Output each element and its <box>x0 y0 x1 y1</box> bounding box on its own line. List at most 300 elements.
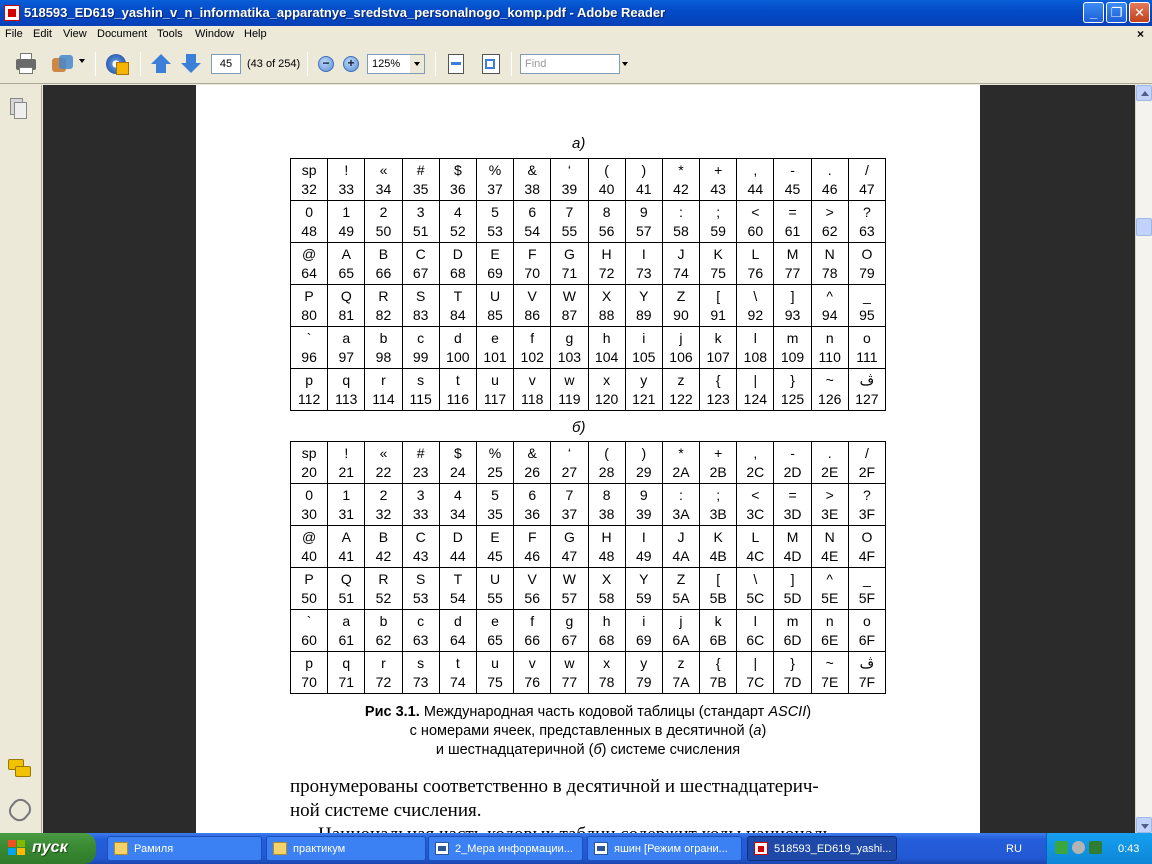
cell-code: 34 <box>450 505 466 522</box>
cell-symbol: + <box>714 444 723 461</box>
cell-symbol: d <box>453 612 462 629</box>
code-cell <box>551 327 588 369</box>
cell-symbol: < <box>751 203 760 220</box>
zoom-select[interactable] <box>367 54 425 74</box>
code-cell <box>551 201 588 243</box>
code-cell <box>662 442 699 484</box>
cell-symbol: } <box>790 371 795 388</box>
cell-symbol: o <box>863 612 871 629</box>
cell-code: 66 <box>524 631 540 648</box>
cell-symbol: V <box>527 570 537 587</box>
code-cell <box>737 652 774 694</box>
cell-code: 35 <box>487 505 503 522</box>
cell-code: 5E <box>821 589 839 606</box>
cell-code: 95 <box>859 306 875 323</box>
code-cell <box>700 484 737 526</box>
code-cell <box>700 285 737 327</box>
cell-symbol: M <box>786 528 799 545</box>
cell-code: 32 <box>301 180 317 197</box>
cell-code: 37 <box>561 505 578 522</box>
cell-code: 6F <box>858 631 876 648</box>
cell-symbol: S <box>415 287 426 304</box>
code-cell <box>774 526 811 568</box>
cell-code: 54 <box>450 589 466 606</box>
cell-symbol: ; <box>716 203 721 220</box>
cell-symbol: = <box>788 486 797 503</box>
cell-symbol: 1 <box>342 486 351 503</box>
cell-code: 66 <box>375 264 392 281</box>
cell-code: 4E <box>821 547 839 564</box>
cell-code: 81 <box>338 306 355 323</box>
cell-code: 83 <box>412 306 429 323</box>
cell-code: 93 <box>784 306 801 323</box>
cell-symbol: Q <box>340 287 352 304</box>
code-cell <box>328 484 365 526</box>
cell-symbol: g <box>565 329 574 346</box>
cell-code: 78 <box>821 264 838 281</box>
cell-code: 46 <box>821 180 838 197</box>
code-cell <box>551 568 588 610</box>
close-document-icon[interactable]: × <box>1137 27 1145 41</box>
cell-code: 36 <box>524 505 540 522</box>
taskbar-item[interactable]: практикум <box>266 836 426 861</box>
cell-code: 4C <box>746 547 765 564</box>
code-cell <box>291 568 328 610</box>
code-cell <box>402 442 439 484</box>
cell-code: 90 <box>673 306 689 323</box>
close-button[interactable]: ✕ <box>1129 2 1150 23</box>
menu-help[interactable]: Help <box>244 28 267 40</box>
cell-symbol: K <box>713 245 723 262</box>
cell-code: 46 <box>524 547 540 564</box>
code-cell <box>588 369 625 411</box>
cell-code: 26 <box>524 463 540 480</box>
code-cell <box>402 526 439 568</box>
menu-file[interactable]: File <box>5 28 23 40</box>
menu-window[interactable]: Window <box>195 28 235 40</box>
cell-symbol: H <box>601 528 612 545</box>
cell-code: 48 <box>301 222 317 239</box>
cell-symbol: Y <box>639 287 649 304</box>
cell-symbol: R <box>378 287 389 304</box>
cell-symbol: e <box>491 612 499 629</box>
cell-code: 101 <box>483 348 507 365</box>
cell-code: 71 <box>338 673 355 690</box>
cell-symbol: 8 <box>602 203 611 220</box>
cell-symbol: I <box>641 528 646 545</box>
cell-code: 37 <box>487 180 503 197</box>
menu-edit[interactable]: Edit <box>33 28 52 40</box>
cell-code: 64 <box>450 631 466 648</box>
cell-code: 40 <box>598 180 615 197</box>
cell-symbol: k <box>714 329 722 346</box>
menu-tools[interactable]: Tools <box>157 28 183 40</box>
code-cell <box>476 568 513 610</box>
organizer-icon[interactable] <box>50 53 76 75</box>
code-cell <box>514 285 551 327</box>
cell-code: 50 <box>375 222 392 239</box>
cell-symbol: V <box>527 287 537 304</box>
find-input[interactable]: Find <box>520 54 620 74</box>
cell-code: 119 <box>558 390 581 407</box>
code-cell <box>328 442 365 484</box>
cell-symbol: h <box>602 612 611 629</box>
cell-code: 31 <box>338 505 355 522</box>
cell-code: 92 <box>747 306 764 323</box>
cell-code: 2E <box>821 463 839 480</box>
code-cell <box>439 610 476 652</box>
cell-symbol: s <box>417 371 425 388</box>
code-cell <box>514 369 551 411</box>
code-cell <box>848 484 885 526</box>
cell-code: 91 <box>710 306 726 323</box>
minimize-button[interactable]: _ <box>1083 2 1104 23</box>
cell-code: 107 <box>706 348 730 365</box>
scroll-down-icon[interactable] <box>1136 817 1152 833</box>
code-cell <box>476 369 513 411</box>
code-cell <box>737 201 774 243</box>
cell-code: 98 <box>375 348 392 365</box>
code-cell <box>291 652 328 694</box>
code-cell <box>811 285 848 327</box>
previous-page-icon[interactable] <box>150 53 172 75</box>
cell-symbol: sp <box>301 161 317 178</box>
code-cell <box>737 442 774 484</box>
cell-code: 57 <box>635 222 652 239</box>
cell-symbol: n <box>825 329 834 346</box>
cell-symbol: t <box>455 371 460 388</box>
cell-symbol: T <box>453 287 463 304</box>
cell-code: 2D <box>783 463 802 480</box>
cell-code: 50 <box>301 589 317 606</box>
window-title: 518593_ED619_yashin_v_n_informatika_apparatnye_sredstva_personalnogo_komp.pdf - Adobe Reader <box>24 5 666 20</box>
vertical-scrollbar[interactable] <box>1135 85 1152 833</box>
code-cell <box>848 201 885 243</box>
cell-symbol: [ <box>716 287 721 304</box>
cell-code: 60 <box>747 222 764 239</box>
code-cell <box>588 327 625 369</box>
document-view[interactable] <box>43 85 1135 833</box>
code-cell <box>402 201 439 243</box>
cell-code: 123 <box>706 390 730 407</box>
cell-symbol: Z <box>676 570 686 587</box>
code-cell <box>365 610 402 652</box>
cell-code: 47 <box>859 180 875 197</box>
taskbar-item-active[interactable]: 518593_ED619_yashi... <box>747 836 897 861</box>
cell-symbol: ? <box>863 486 871 503</box>
cell-code: 41 <box>635 180 652 197</box>
code-cell <box>439 243 476 285</box>
code-cell <box>811 484 848 526</box>
security-icon[interactable] <box>1089 841 1102 854</box>
cell-code: 106 <box>669 348 693 365</box>
cell-code: 6A <box>672 631 690 648</box>
pages-icon[interactable] <box>10 98 28 120</box>
cell-symbol: y <box>640 371 648 388</box>
cell-code: 3A <box>672 505 690 522</box>
cell-code: 2B <box>709 463 727 480</box>
cell-code: 62 <box>821 222 838 239</box>
cell-code: 86 <box>524 306 540 323</box>
cell-symbol: & <box>527 161 537 178</box>
cell-code: 73 <box>635 264 652 281</box>
cell-symbol: g <box>565 612 574 629</box>
cell-code: 28 <box>598 463 615 480</box>
cell-code: 116 <box>446 390 469 407</box>
code-cell <box>774 484 811 526</box>
next-page-icon[interactable] <box>180 53 202 75</box>
cell-code: 53 <box>412 589 429 606</box>
cell-code: 68 <box>598 631 615 648</box>
cell-code: 3E <box>821 505 839 522</box>
cell-code: 25 <box>487 463 503 480</box>
cell-code: 5A <box>672 589 690 606</box>
navigation-pane <box>0 85 42 833</box>
cell-symbol: q <box>342 371 351 388</box>
code-cell <box>476 610 513 652</box>
start-label: пуск <box>32 839 68 856</box>
cell-symbol: - <box>790 444 795 461</box>
code-cell <box>774 201 811 243</box>
code-cell <box>700 327 737 369</box>
cell-symbol: ; <box>716 486 721 503</box>
cell-code: 125 <box>780 390 805 407</box>
cell-symbol: B <box>378 528 389 545</box>
cell-symbol: Y <box>639 570 649 587</box>
volume-icon[interactable] <box>1072 841 1085 854</box>
cell-code: 88 <box>598 306 615 323</box>
cell-symbol: ` <box>306 612 312 629</box>
settings-icon[interactable] <box>104 53 130 75</box>
cell-code: 49 <box>338 222 355 239</box>
cell-code: 5C <box>746 589 765 606</box>
cell-code: 38 <box>598 505 615 522</box>
code-cell <box>476 484 513 526</box>
cell-code: 117 <box>483 390 507 407</box>
cell-code: 127 <box>855 390 879 407</box>
cell-symbol: N <box>824 528 835 545</box>
code-cell <box>625 243 662 285</box>
cell-symbol: 8 <box>602 486 611 503</box>
cell-code: 36 <box>450 180 466 197</box>
cell-symbol: ‘ <box>567 444 571 461</box>
cell-symbol: p <box>305 371 313 388</box>
code-cell <box>811 327 848 369</box>
cell-code: 64 <box>301 264 317 281</box>
cell-symbol: ( <box>604 444 609 461</box>
cell-code: 63 <box>859 222 875 239</box>
cell-symbol: H <box>601 245 612 262</box>
cell-code: 82 <box>375 306 392 323</box>
fit-width-icon[interactable] <box>481 53 501 75</box>
menu-bar <box>0 26 1152 44</box>
cell-code: 45 <box>784 180 801 197</box>
cell-symbol: G <box>563 528 575 545</box>
zoom-out-icon[interactable]: − <box>318 56 334 72</box>
cell-symbol: - <box>790 161 795 178</box>
code-cell <box>328 159 365 201</box>
cell-code: 70 <box>524 264 540 281</box>
cell-symbol: m <box>786 612 799 629</box>
cell-symbol: O <box>861 245 873 262</box>
cell-symbol: t <box>455 654 460 671</box>
cell-code: 32 <box>375 505 392 522</box>
cell-symbol: 3 <box>416 203 425 220</box>
cell-symbol: R <box>378 570 389 587</box>
cell-symbol: @ <box>301 528 317 545</box>
cell-symbol: _ <box>863 287 871 304</box>
cell-symbol: ` <box>306 329 312 346</box>
cell-symbol: 4 <box>453 486 462 503</box>
attachments-icon[interactable] <box>5 795 34 825</box>
body-text-line: ной системе счисления. <box>290 800 482 821</box>
cell-code: 38 <box>524 180 540 197</box>
cell-symbol: « <box>379 161 388 178</box>
cell-symbol: s <box>417 654 425 671</box>
code-cell <box>291 369 328 411</box>
taskbar-item[interactable]: 2_Мера информации... <box>428 836 583 861</box>
cell-symbol: f <box>530 612 535 629</box>
windows-logo-icon <box>8 840 26 857</box>
code-cell <box>662 568 699 610</box>
code-cell <box>402 652 439 694</box>
code-cell <box>625 610 662 652</box>
cell-code: 103 <box>557 348 582 365</box>
cell-symbol: . <box>827 444 832 461</box>
cell-symbol: ^ <box>826 287 833 304</box>
code-cell <box>700 610 737 652</box>
cell-symbol: Q <box>340 570 352 587</box>
cell-code: 29 <box>635 463 652 480</box>
cell-code: 42 <box>375 547 392 564</box>
cell-code: 54 <box>524 222 540 239</box>
code-cell <box>291 285 328 327</box>
cell-code: 58 <box>673 222 689 239</box>
fit-page-icon[interactable] <box>446 53 466 75</box>
cell-symbol: ! <box>344 444 349 461</box>
organizer-dropdown-icon[interactable] <box>79 59 85 63</box>
scroll-thumb[interactable] <box>1136 218 1152 236</box>
code-cell <box>662 484 699 526</box>
cell-symbol: S <box>415 570 426 587</box>
cell-code: 79 <box>859 264 875 281</box>
code-cell <box>848 652 885 694</box>
table-b-label: б) <box>572 419 586 436</box>
code-cell <box>402 159 439 201</box>
cell-code: 121 <box>632 390 656 407</box>
menu-view[interactable]: View <box>63 28 87 40</box>
language-indicator[interactable]: RU <box>1006 843 1022 855</box>
cell-code: 55 <box>487 589 503 606</box>
cell-symbol: E <box>490 245 500 262</box>
cell-symbol: # <box>416 444 425 461</box>
code-cell <box>662 201 699 243</box>
page-count: (43 of 254) <box>247 58 301 70</box>
cell-code: 118 <box>521 390 544 407</box>
comments-icon[interactable] <box>8 759 32 779</box>
cell-symbol: e <box>491 329 499 346</box>
find-dropdown-icon[interactable] <box>622 62 628 66</box>
print-icon[interactable] <box>14 53 38 75</box>
cell-code: 59 <box>710 222 726 239</box>
table-row <box>291 327 886 369</box>
code-cell <box>737 568 774 610</box>
code-cell <box>588 568 625 610</box>
clock: 0:43 <box>1118 843 1140 855</box>
taskbar-item[interactable]: Рамиля <box>107 836 262 861</box>
code-cell <box>625 159 662 201</box>
table-row <box>291 285 886 327</box>
network-icon[interactable] <box>1055 841 1068 854</box>
cell-symbol: L <box>751 528 760 545</box>
cell-symbol: J <box>677 245 685 262</box>
cell-symbol: U <box>489 287 501 304</box>
code-cell <box>848 442 885 484</box>
code-cell <box>774 652 811 694</box>
code-cell <box>291 484 328 526</box>
cell-symbol: B <box>378 245 389 262</box>
table-row <box>291 243 886 285</box>
taskbar-item[interactable]: яшин [Режим ограни... <box>587 836 742 861</box>
cell-code: 89 <box>635 306 652 323</box>
cell-symbol: 9 <box>639 203 648 220</box>
code-cell <box>625 201 662 243</box>
cell-code: 110 <box>818 348 841 365</box>
code-cell <box>402 285 439 327</box>
cell-symbol: d <box>453 329 462 346</box>
cell-code: 57 <box>561 589 578 606</box>
cell-symbol: , <box>753 444 758 461</box>
cell-code: 96 <box>301 348 317 365</box>
cell-code: 104 <box>594 348 619 365</box>
code-cell <box>774 159 811 201</box>
cell-symbol: < <box>751 486 760 503</box>
code-cell <box>402 568 439 610</box>
toolbar-separator <box>435 52 436 76</box>
code-cell <box>328 243 365 285</box>
cell-code: 4A <box>672 547 690 564</box>
code-cell <box>848 159 885 201</box>
cell-symbol: D <box>452 528 463 545</box>
cell-code: 6B <box>709 631 727 648</box>
code-cell <box>291 526 328 568</box>
menu-document[interactable]: Document <box>97 28 148 40</box>
code-cell <box>737 484 774 526</box>
cell-symbol: * <box>678 444 684 461</box>
cell-code: 113 <box>335 390 358 407</box>
code-cell <box>737 526 774 568</box>
code-cell <box>588 285 625 327</box>
cell-code: 67 <box>412 264 429 281</box>
maximize-button[interactable]: ❐ <box>1106 2 1127 23</box>
zoom-in-icon[interactable]: + <box>343 56 359 72</box>
cell-code: 6C <box>746 631 765 648</box>
page-number-input[interactable]: 45 <box>211 54 241 74</box>
cell-symbol: ~ <box>825 654 834 671</box>
cell-code: 43 <box>710 180 726 197</box>
cell-symbol: X <box>601 570 612 587</box>
start-button[interactable] <box>0 833 96 864</box>
cell-symbol: u <box>491 654 499 671</box>
cell-code: 52 <box>375 589 392 606</box>
code-cell <box>365 442 402 484</box>
cell-symbol: K <box>713 528 723 545</box>
cell-code: 61 <box>338 631 355 648</box>
code-cell <box>737 369 774 411</box>
chevron-down-icon[interactable] <box>410 55 424 73</box>
cell-symbol: 6 <box>528 486 537 503</box>
scroll-up-icon[interactable] <box>1136 85 1152 101</box>
